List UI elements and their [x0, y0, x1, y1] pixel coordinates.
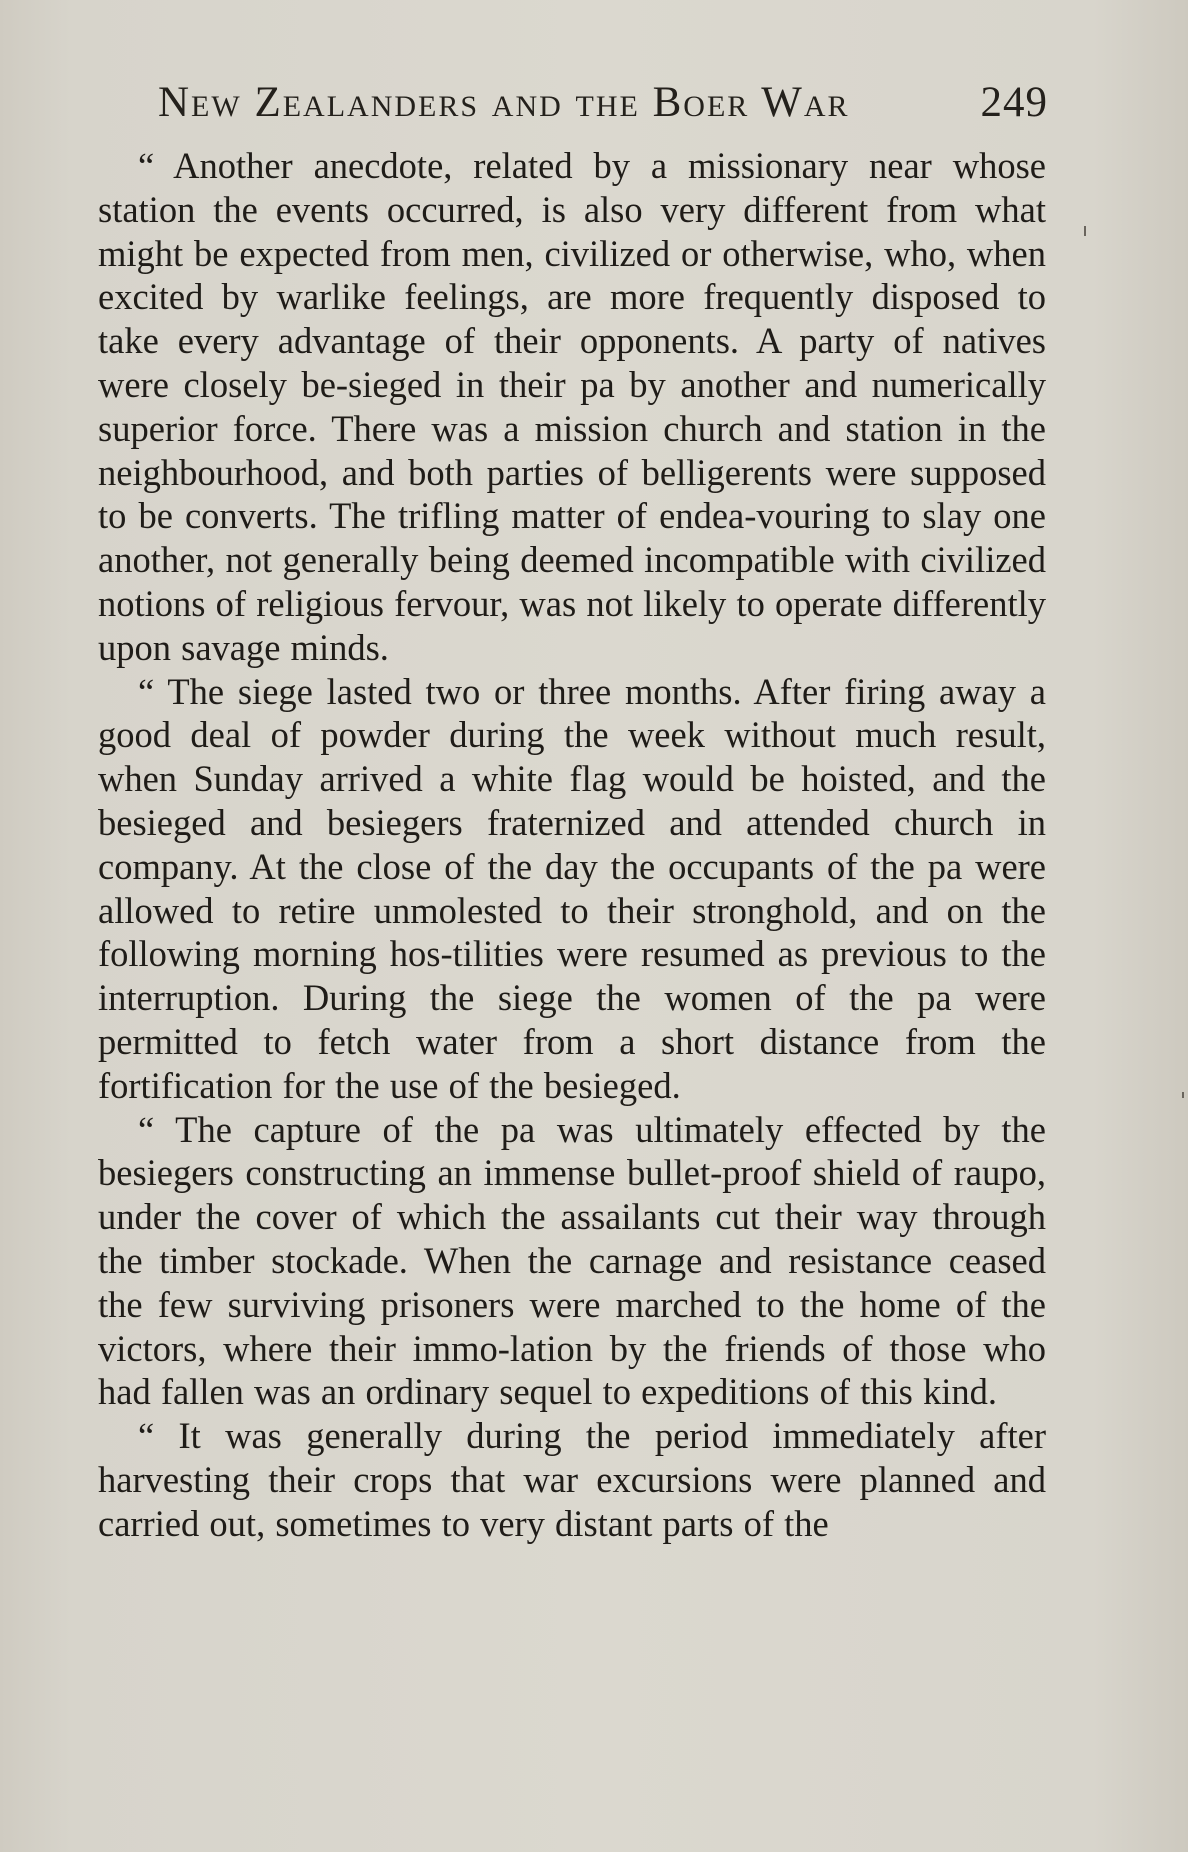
margin-mark [1182, 1092, 1184, 1098]
page-number: 249 [980, 79, 1048, 126]
running-head-title: New Zealanders and the Boer War [158, 79, 850, 126]
margin-mark [1084, 226, 1086, 236]
body-text [98, 144, 1046, 1546]
paragraph-3: “ The capture of the pa was ultimately effected by the besiegers constructing an immense bullet-proof shield of raupo, under the cover of which the assailants cut their way through the timber stockade. When the carnage and resistance ceased the few surviving prisoners were marched to the home of the victors, where their immo-lation by the friends of those who had fallen was an ordinary sequel to expeditions of this kind. [98, 1108, 1046, 1413]
running-head [158, 78, 1048, 134]
paragraph-4: “ It was generally during the period immediately after harvesting their crops that war excursions were planned and carried out, sometimes to very distant parts of the [98, 1415, 1046, 1544]
paragraph-2: “ The siege lasted two or three months. After firing away a good deal of powder during the week without much result, when Sunday arrived a white flag would be hoisted, and the besieged and besiegers fraternized and attended church in company. At the close of the day the occupants of the pa were allowed to retire unmolested to their stronghold, and on the following morning hos-tilities were resumed as previous to the interruption. During the siege the women of the pa were permitted to fetch water from a short distance from the fortification for the use of the besieged. [98, 670, 1046, 1106]
paragraph-1: “ Another anecdote, related by a missionary near whose station the events occurred, is also very different from what might be expected from men, civilized or otherwise, who, when excited by warlike feelings, are more frequently disposed to take every advantage of their opponents. A party of natives were closely be-sieged in their pa by another and numerically superior force. There was a mission church and station in the neighbourhood, and both parties of belligerents were supposed to be converts. The trifling matter of endea-vouring to slay one another, not generally being deemed incompatible with civilized notions of religious fervour, was not likely to operate differently upon savage minds. [98, 145, 1046, 668]
